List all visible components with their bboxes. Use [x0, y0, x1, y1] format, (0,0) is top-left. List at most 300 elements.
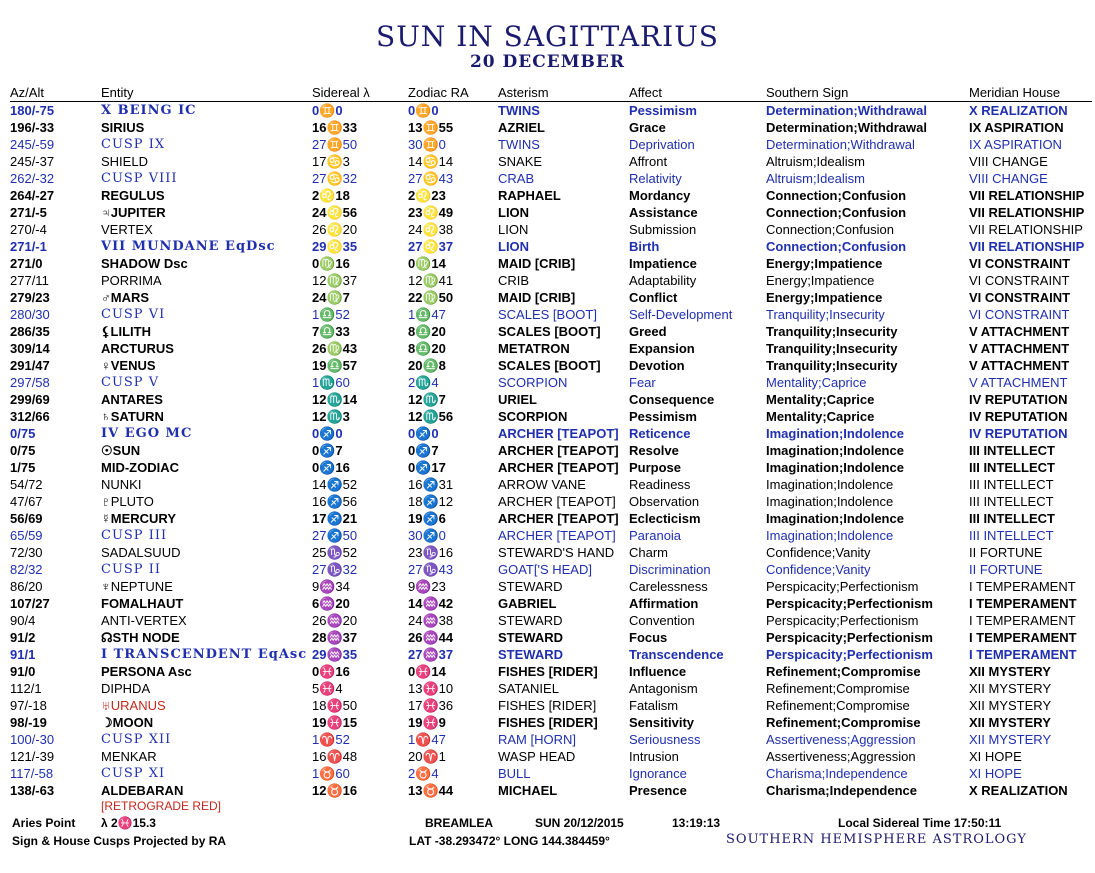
cell-entity: SADALSUUD — [101, 545, 181, 560]
ephemeris-table — [10, 84, 1092, 799]
cell-affect: Affront — [629, 154, 668, 169]
cell-southern-sign: Connection;Confusion — [766, 239, 907, 254]
cell-asterism: SCORPION — [498, 409, 568, 424]
cell-azalt: 309/14 — [10, 341, 50, 356]
cell-meridian-house: I TEMPERAMENT — [969, 630, 1077, 645]
cell-azalt: 270/-4 — [10, 222, 47, 237]
cell-asterism: METATRON — [498, 341, 570, 356]
cell-asterism: LION — [498, 239, 530, 254]
col-header-entity: Entity — [101, 84, 312, 102]
cell-affect: Impatience — [629, 256, 697, 271]
chart-time: 13:19:13 — [672, 816, 721, 830]
cell-zodiac-ra: 23♌49 — [408, 205, 454, 220]
coordinates: LAT -38.293472° LONG 144.384459° — [409, 834, 610, 848]
cell-azalt: 91/2 — [10, 630, 36, 645]
cell-azalt: 271/-1 — [10, 239, 47, 254]
cell-meridian-house: VI CONSTRAINT — [969, 290, 1071, 305]
cell-asterism: STEWARD'S HAND — [498, 545, 615, 560]
cell-azalt: 121/-39 — [10, 749, 55, 764]
cell-azalt: 279/23 — [10, 290, 50, 305]
cell-affect: Convention — [629, 613, 695, 628]
table-row — [10, 306, 1092, 323]
col-header-affect: Affect — [629, 84, 766, 102]
cell-azalt: 196/-33 — [10, 120, 55, 135]
cell-entity: ANTI-VERTEX — [101, 613, 187, 628]
cell-meridian-house: VI CONSTRAINT — [969, 273, 1070, 288]
cell-meridian-house: V ATTACHMENT — [969, 358, 1070, 373]
cell-southern-sign: Mentality;Caprice — [766, 375, 867, 390]
cell-asterism: STEWARD — [498, 630, 563, 645]
cell-entity: ♆NEPTUNE — [101, 579, 173, 594]
cell-affect: Transcendence — [629, 647, 724, 662]
cell-entity: SHIELD — [101, 154, 148, 169]
cell-entity: CUSP IX — [101, 137, 166, 152]
cell-zodiac-ra: 20♈1 — [408, 749, 446, 764]
cell-sidereal: 0♍16 — [312, 256, 350, 271]
cell-zodiac-ra: 12♏7 — [408, 392, 446, 407]
cell-affect: Birth — [629, 239, 660, 254]
cell-entity: FOMALHAUT — [101, 596, 184, 611]
cell-southern-sign: Charisma;Independence — [766, 783, 917, 798]
cell-zodiac-ra: 13♊55 — [408, 120, 454, 135]
cell-affect: Eclecticism — [629, 511, 701, 526]
cell-sidereal: 16♈48 — [312, 749, 358, 764]
cell-asterism: SCALES [BOOT] — [498, 324, 601, 339]
cell-southern-sign: Tranquility;Insecurity — [766, 307, 885, 322]
cell-zodiac-ra: 17♓36 — [408, 698, 454, 713]
cell-asterism: GABRIEL — [498, 596, 557, 611]
cell-southern-sign: Connection;Confusion — [766, 222, 894, 237]
cell-southern-sign: Imagination;Indolence — [766, 426, 904, 441]
cell-asterism: ARCHER [TEAPOT] — [498, 443, 619, 458]
cell-azalt: 65/59 — [10, 528, 43, 543]
table-row — [10, 680, 1092, 697]
table-row — [10, 289, 1092, 306]
cell-azalt: 47/67 — [10, 494, 43, 509]
cell-zodiac-ra: 12♍41 — [408, 273, 454, 288]
cell-azalt: 86/20 — [10, 579, 43, 594]
cell-southern-sign: Refinement;Compromise — [766, 681, 910, 696]
cell-southern-sign: Refinement;Compromise — [766, 715, 921, 730]
cell-asterism: RAM [HORN] — [498, 732, 576, 747]
cell-affect: Paranoia — [629, 528, 682, 543]
cell-southern-sign: Determination;Withdrawal — [766, 137, 915, 152]
cell-sidereal: 6♒20 — [312, 596, 350, 611]
cell-zodiac-ra: 26♒44 — [408, 630, 454, 645]
cell-entity: PERSONA Asc — [101, 664, 192, 679]
cell-entity: ♃JUPITER — [101, 205, 166, 220]
cell-sidereal: 29♒35 — [312, 647, 358, 662]
cell-southern-sign: Altruism;Idealism — [766, 154, 865, 169]
cell-asterism: FISHES [RIDER] — [498, 715, 598, 730]
cell-azalt: 312/66 — [10, 409, 50, 424]
cell-meridian-house: V ATTACHMENT — [969, 375, 1068, 390]
cell-meridian-house: VII RELATIONSHIP — [969, 239, 1085, 254]
cell-meridian-house: X REALIZATION — [969, 103, 1068, 118]
cell-entity: ⚸LILITH — [101, 324, 151, 339]
cell-entity: PORRIMA — [101, 273, 162, 288]
cell-meridian-house: I TEMPERAMENT — [969, 579, 1076, 594]
cell-zodiac-ra: 9♒23 — [408, 579, 446, 594]
cell-sidereal: 28♒37 — [312, 630, 358, 645]
cell-azalt: 56/69 — [10, 511, 43, 526]
cell-entity: IV EGO MC — [101, 426, 193, 441]
cell-affect: Reticence — [629, 426, 691, 441]
brand-signature: SOUTHERN HEMISPHERE ASTROLOGY — [726, 832, 1027, 847]
cell-azalt: 291/47 — [10, 358, 50, 373]
cell-sidereal: 1♉60 — [312, 766, 350, 781]
cell-zodiac-ra: 23♑16 — [408, 545, 454, 560]
cell-sidereal: 25♑52 — [312, 545, 358, 560]
cell-sidereal: 2♌18 — [312, 188, 350, 203]
cell-zodiac-ra: 27♋43 — [408, 171, 454, 186]
cell-azalt: 0/75 — [10, 443, 36, 458]
cell-meridian-house: IV REPUTATION — [969, 426, 1068, 441]
cell-sidereal: 24♌56 — [312, 205, 358, 220]
cell-southern-sign: Altruism;Idealism — [766, 171, 865, 186]
cell-asterism: ARCHER [TEAPOT] — [498, 528, 616, 543]
cell-zodiac-ra: 19♐6 — [408, 511, 446, 526]
aries-point-value: λ 2♓15.3 — [101, 816, 156, 830]
cell-sidereal: 1♈52 — [312, 732, 350, 747]
table-row — [10, 629, 1092, 646]
cell-sidereal: 19♓15 — [312, 715, 358, 730]
cell-southern-sign: Imagination;Indolence — [766, 460, 904, 475]
cell-meridian-house: V ATTACHMENT — [969, 341, 1070, 356]
cell-affect: Intrusion — [629, 749, 679, 764]
cell-zodiac-ra: 13♓10 — [408, 681, 454, 696]
cell-sidereal: 19♎57 — [312, 358, 358, 373]
cell-sidereal: 7♎33 — [312, 324, 350, 339]
cell-affect: Seriousness — [629, 732, 701, 747]
cell-sidereal: 27♐50 — [312, 528, 358, 543]
cell-meridian-house: VII RELATIONSHIP — [969, 205, 1085, 220]
cell-meridian-house: IX ASPIRATION — [969, 120, 1064, 135]
cell-meridian-house: VI CONSTRAINT — [969, 256, 1071, 271]
cell-affect: Focus — [629, 630, 668, 645]
table-row — [10, 136, 1092, 153]
cell-asterism: FISHES [RIDER] — [498, 698, 597, 713]
cell-meridian-house: XII MYSTERY — [969, 664, 1051, 679]
cell-sidereal: 0♐16 — [312, 460, 350, 475]
cell-meridian-house: III INTELLECT — [969, 528, 1054, 543]
cell-meridian-house: I TEMPERAMENT — [969, 647, 1077, 662]
cell-affect: Relativity — [629, 171, 682, 186]
cell-affect: Pessimism — [629, 103, 697, 118]
cell-entity: CUSP VIII — [101, 171, 178, 186]
location: BREAMLEA — [425, 816, 493, 830]
cell-azalt: 97/-18 — [10, 698, 47, 713]
cell-meridian-house: I TEMPERAMENT — [969, 596, 1077, 611]
cell-entity: CUSP XI — [101, 766, 166, 781]
cell-sidereal: 12♏3 — [312, 409, 350, 424]
cell-zodiac-ra: 0♊0 — [408, 103, 439, 118]
cell-entity: MENKAR — [101, 749, 157, 764]
cell-azalt: 98/-19 — [10, 715, 47, 730]
cell-affect: Readiness — [629, 477, 691, 492]
cell-affect: Observation — [629, 494, 700, 509]
table-row — [10, 153, 1092, 170]
cell-sidereal: 0♐0 — [312, 426, 343, 441]
cell-entity: MID-ZODIAC — [101, 460, 179, 475]
cell-sidereal: 1♎52 — [312, 307, 350, 322]
cell-asterism: STEWARD — [498, 647, 563, 662]
cell-zodiac-ra: 27♒37 — [408, 647, 454, 662]
table-row — [10, 748, 1092, 765]
cell-azalt: 91/0 — [10, 664, 36, 679]
cell-zodiac-ra: 30♐0 — [408, 528, 446, 543]
cell-azalt: 299/69 — [10, 392, 50, 407]
cell-entity: ARCTURUS — [101, 341, 174, 356]
cell-entity: ♀VENUS — [101, 358, 156, 373]
cell-asterism: URIEL — [498, 392, 537, 407]
table-row — [10, 102, 1092, 120]
cell-asterism: WASP HEAD — [498, 749, 576, 764]
cell-azalt: 54/72 — [10, 477, 43, 492]
cell-affect: Submission — [629, 222, 697, 237]
cell-meridian-house: III INTELLECT — [969, 511, 1055, 526]
cell-southern-sign: Determination;Withdrawal — [766, 120, 927, 135]
col-header-asterism: Asterism — [498, 84, 629, 102]
cell-asterism: LION — [498, 222, 529, 237]
cell-zodiac-ra: 12♏56 — [408, 409, 454, 424]
cell-entity: ☊STH NODE — [101, 630, 180, 645]
cell-affect: Greed — [629, 324, 667, 339]
cell-asterism: TWINS — [498, 137, 540, 152]
cell-southern-sign: Perspicacity;Perfectionism — [766, 596, 933, 611]
cell-sidereal: 14♐52 — [312, 477, 358, 492]
cell-southern-sign: Perspicacity;Perfectionism — [766, 613, 919, 628]
cell-azalt: 271/0 — [10, 256, 43, 271]
cell-asterism: SCALES [BOOT] — [498, 358, 601, 373]
cell-asterism: CRIB — [498, 273, 530, 288]
cell-azalt: 138/-63 — [10, 783, 55, 798]
aries-point-label: Aries Point — [12, 816, 76, 830]
cell-asterism: MAID [CRIB] — [498, 290, 576, 305]
cell-affect: Mordancy — [629, 188, 691, 203]
cell-azalt: 112/1 — [10, 681, 42, 696]
cell-zodiac-ra: 2♌23 — [408, 188, 446, 203]
cell-affect: Fatalism — [629, 698, 679, 713]
cell-sidereal: 0♐7 — [312, 443, 343, 458]
cell-sidereal: 12♍37 — [312, 273, 358, 288]
cell-asterism: BULL — [498, 766, 531, 781]
cell-azalt: 286/35 — [10, 324, 50, 339]
cell-entity: ♂MARS — [101, 290, 150, 305]
cell-zodiac-ra: 14♋14 — [408, 154, 454, 169]
cell-entity: CUSP III — [101, 528, 168, 543]
cell-affect: Resolve — [629, 443, 679, 458]
cell-asterism: ARCHER [TEAPOT] — [498, 460, 619, 475]
cell-southern-sign: Mentality;Caprice — [766, 392, 875, 407]
table-row — [10, 646, 1092, 663]
table-row — [10, 493, 1092, 510]
cell-asterism: SCORPION — [498, 375, 568, 390]
cell-southern-sign: Determination;Withdrawal — [766, 103, 927, 118]
cell-zodiac-ra: 0♍14 — [408, 256, 446, 271]
cell-meridian-house: VIII CHANGE — [969, 171, 1048, 186]
cell-asterism: FISHES [RIDER] — [498, 664, 598, 679]
cell-southern-sign: Energy;Impatience — [766, 256, 883, 271]
cell-meridian-house: II FORTUNE — [969, 562, 1043, 577]
cell-zodiac-ra: 1♎47 — [408, 307, 446, 322]
cell-zodiac-ra: 14♒42 — [408, 596, 454, 611]
table-row — [10, 459, 1092, 476]
cell-southern-sign: Imagination;Indolence — [766, 443, 904, 458]
cell-meridian-house: XII MYSTERY — [969, 698, 1052, 713]
table-row — [10, 442, 1092, 459]
table-row — [10, 255, 1092, 272]
cell-asterism: LION — [498, 205, 530, 220]
cell-southern-sign: Mentality;Caprice — [766, 409, 875, 424]
cell-sidereal: 12♉16 — [312, 783, 358, 798]
cell-meridian-house: VII RELATIONSHIP — [969, 188, 1085, 203]
table-row — [10, 374, 1092, 391]
cell-sidereal: 27♑32 — [312, 562, 358, 577]
col-header-meridian-house: Meridian House — [969, 84, 1092, 102]
cell-asterism: CRAB — [498, 171, 535, 186]
table-row — [10, 340, 1092, 357]
cell-sidereal: 24♍7 — [312, 290, 350, 305]
cell-azalt: 107/27 — [10, 596, 50, 611]
cell-zodiac-ra: 1♈47 — [408, 732, 446, 747]
cell-affect: Consequence — [629, 392, 715, 407]
cell-affect: Discrimination — [629, 562, 711, 577]
cell-meridian-house: XII MYSTERY — [969, 715, 1051, 730]
projection-note: Sign & House Cusps Projected by RA — [12, 834, 227, 848]
cell-southern-sign: Connection;Confusion — [766, 188, 907, 203]
cell-southern-sign: Energy;Impatience — [766, 273, 875, 288]
cell-zodiac-ra: 13♉44 — [408, 783, 454, 798]
cell-asterism: SNAKE — [498, 154, 543, 169]
table-row — [10, 425, 1092, 442]
cell-asterism: ARCHER [TEAPOT] — [498, 511, 619, 526]
cell-meridian-house: XI HOPE — [969, 766, 1022, 781]
table-row — [10, 357, 1092, 374]
cell-southern-sign: Imagination;Indolence — [766, 477, 894, 492]
cell-azalt: 0/75 — [10, 426, 36, 441]
cell-entity: I TRANSCENDENT EqAsc — [101, 647, 308, 662]
cell-entity: CUSP XII — [101, 732, 172, 747]
cell-azalt: 1/75 — [10, 460, 36, 475]
table-row — [10, 272, 1092, 289]
cell-zodiac-ra: 19♓9 — [408, 715, 446, 730]
cell-sidereal: 9♒34 — [312, 579, 350, 594]
cell-affect: Self-Development — [629, 307, 733, 322]
cell-zodiac-ra: 20♎8 — [408, 358, 446, 373]
col-header-southern-sign: Southern Sign — [766, 84, 969, 102]
cell-southern-sign: Refinement;Compromise — [766, 698, 910, 713]
table-row — [10, 238, 1092, 255]
cell-meridian-house: VIII CHANGE — [969, 154, 1048, 169]
cell-azalt: 245/-59 — [10, 137, 55, 152]
table-row — [10, 221, 1092, 238]
cell-meridian-house: VII RELATIONSHIP — [969, 222, 1083, 237]
cell-affect: Presence — [629, 783, 687, 798]
col-header-sidereal: Sidereal λ — [312, 84, 408, 102]
cell-sidereal: 5♓4 — [312, 681, 343, 696]
cell-meridian-house: III INTELLECT — [969, 477, 1054, 492]
cell-zodiac-ra: 22♍50 — [408, 290, 454, 305]
cell-azalt: 72/30 — [10, 545, 43, 560]
cell-entity: CUSP VI — [101, 307, 166, 322]
cell-entity: ☽MOON — [101, 715, 154, 730]
local-sidereal-time: Local Sidereal Time 17:50:11 — [838, 816, 1002, 830]
cell-meridian-house: IV REPUTATION — [969, 392, 1068, 407]
cell-meridian-house: V ATTACHMENT — [969, 324, 1070, 339]
cell-meridian-house: XII MYSTERY — [969, 681, 1052, 696]
table-row — [10, 204, 1092, 221]
cell-zodiac-ra: 24♌38 — [408, 222, 454, 237]
cell-azalt: 117/-58 — [10, 766, 54, 781]
table-row — [10, 663, 1092, 680]
cell-asterism: ARROW VANE — [498, 477, 586, 492]
cell-affect: Antagonism — [629, 681, 698, 696]
cell-zodiac-ra: 2♏4 — [408, 375, 439, 390]
cell-entity: ANTARES — [101, 392, 163, 407]
cell-affect: Devotion — [629, 358, 685, 373]
cell-meridian-house: XII MYSTERY — [969, 732, 1052, 747]
cell-affect: Charm — [629, 545, 669, 560]
page-subtitle: 20 DECEMBER — [469, 52, 626, 72]
cell-asterism: GOAT['S HEAD] — [498, 562, 592, 577]
cell-azalt: 262/-32 — [10, 171, 55, 186]
cell-meridian-house: IV REPUTATION — [969, 409, 1068, 424]
cell-zodiac-ra: 0♐0 — [408, 426, 439, 441]
cell-asterism: SATANIEL — [498, 681, 559, 696]
cell-southern-sign: Energy;Impatience — [766, 290, 883, 305]
cell-affect: Affirmation — [629, 596, 699, 611]
cell-zodiac-ra: 0♓14 — [408, 664, 446, 679]
cell-entity: ♇PLUTO — [101, 494, 154, 509]
cell-azalt: 264/-27 — [10, 188, 55, 203]
cell-zodiac-ra: 18♐12 — [408, 494, 454, 509]
cell-entity: NUNKI — [101, 477, 142, 492]
cell-affect: Expansion — [629, 341, 695, 356]
cell-affect: Purpose — [629, 460, 682, 475]
cell-zodiac-ra: 0♐7 — [408, 443, 439, 458]
cell-sidereal: 12♏14 — [312, 392, 358, 407]
cell-southern-sign: Assertiveness;Aggression — [766, 732, 916, 747]
cell-zodiac-ra: 27♑43 — [408, 562, 454, 577]
cell-azalt: 91/1 — [10, 647, 36, 662]
cell-sidereal: 17♋3 — [312, 154, 350, 169]
col-header-azalt: Az/Alt — [10, 84, 101, 102]
cell-asterism: MICHAEL — [498, 783, 558, 798]
cell-sidereal: 16♊33 — [312, 120, 358, 135]
table-row — [10, 578, 1092, 595]
cell-entity: ☉SUN — [101, 443, 141, 458]
cell-entity: REGULUS — [101, 188, 165, 203]
cell-affect: Influence — [629, 664, 687, 679]
cell-southern-sign: Refinement;Compromise — [766, 664, 921, 679]
cell-asterism: MAID [CRIB] — [498, 256, 576, 271]
cell-southern-sign: Charisma;Independence — [766, 766, 908, 781]
cell-asterism: ARCHER [TEAPOT] — [498, 426, 619, 441]
table-row — [10, 170, 1092, 187]
cell-southern-sign: Tranquility;Insecurity — [766, 341, 898, 356]
retrograde-note: [RETROGRADE RED] — [101, 799, 222, 813]
cell-entity: ♅URANUS — [101, 698, 166, 713]
cell-zodiac-ra: 24♒38 — [408, 613, 454, 628]
table-row — [10, 595, 1092, 612]
table-header-row — [10, 84, 1092, 102]
cell-southern-sign: Imagination;Indolence — [766, 528, 894, 543]
cell-entity: ☿MERCURY — [101, 511, 176, 526]
cell-asterism: ARCHER [TEAPOT] — [498, 494, 616, 509]
cell-southern-sign: Imagination;Indolence — [766, 511, 904, 526]
cell-affect: Deprivation — [629, 137, 695, 152]
